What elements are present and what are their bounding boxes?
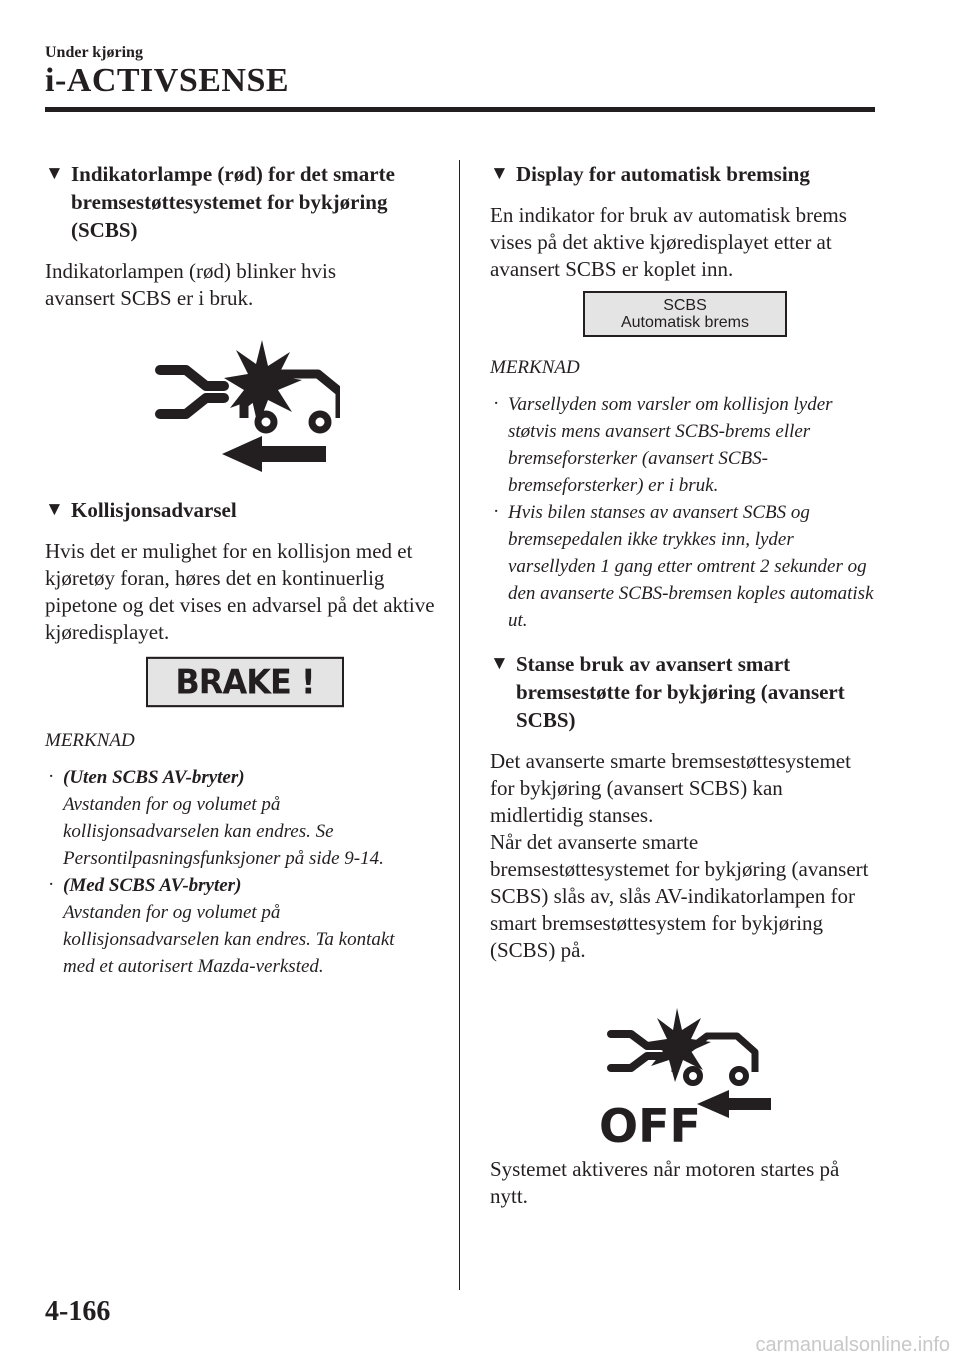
header-rule	[45, 107, 875, 112]
watermark: carmanualsonline.info	[755, 1334, 950, 1356]
heading-text: Indikatorlampe (rød) for det smarte bremsestøttesystemet for bykjøring (SCBS)	[71, 162, 395, 242]
bullet-dot-icon: ·	[493, 501, 500, 522]
body-collision-warning: Hvis det er mulighet for en kollisjon med et kjøretøy foran, høres det en kontinuerlig pipetone og det vises en advarsel på det aktive kjøredisplayet.	[45, 539, 435, 644]
note-item-text: Hvis bilen stanses av avansert SCBS og bremsepedalen ikke trykkes inn, lyder varsellyden 1 gang etter omtrent 2 sekunder og den avanserte SCBS-bremsen koples automatisk ut.	[508, 502, 874, 631]
note-item-text: Avstanden for og volumet på kollisjonsadvarselen kan endres. Ta kontakt med et autorisert Mazda-verksted.	[63, 902, 395, 977]
off-label: OFF	[599, 1099, 701, 1146]
triangle-bullet-icon: ▼	[490, 163, 509, 184]
body-scbs-indicator: Indikatorlampen (rød) blinker hvis avansert SCBS er i bruk.	[45, 259, 337, 310]
body-stop-scbs-1: Det avanserte smarte bremsestøttesystemet for bykjøring (avansert SCBS) kan midlertidig stanses.	[490, 749, 851, 827]
note-item	[490, 499, 878, 634]
scbs-off-icon	[490, 1006, 880, 1146]
scbs-off-collision-icon	[595, 1006, 775, 1146]
scbs-display-box	[583, 291, 787, 337]
scbs-auto-brake-display	[490, 291, 880, 337]
note-list	[490, 391, 880, 634]
body-stop-scbs-2: Når det avanserte smarte bremsestøttesystemet for bykjøring (avansert SCBS) slås av, slås AV-indikatorlampen for smart bremsestøttesystem for bykjøring (SCBS) på.	[490, 830, 869, 962]
right-column	[490, 160, 880, 1210]
heading-collision-warning	[45, 496, 445, 524]
page-title: i-ACTIVSENSE	[45, 62, 290, 99]
scbs-warning-icon	[45, 334, 445, 474]
body-auto-brake-display: En indikator for bruk av automatisk brems vises på det aktive kjøredisplayet etter at avansert SCBS er koplet inn.	[490, 203, 847, 281]
note-list	[45, 764, 445, 980]
note-title: MERKNAD	[490, 357, 580, 378]
note-item-text: Varsellyden som varsler om kollisjon lyder støtvis mens avansert SCBS-brems eller bremseforsterker (avansert SCBS-bremseforsterker) er i bruk.	[508, 394, 833, 496]
triangle-bullet-icon: ▼	[45, 499, 64, 520]
left-column	[45, 160, 445, 980]
scbs-display-line2: Automatisk brems	[620, 314, 750, 331]
brake-display	[45, 658, 445, 706]
note-item-text: Avstanden for og volumet på kollisjonsadvarselen kan endres. Se Persontilpasningsfunksjoner på side 9-14.	[63, 794, 384, 869]
note-item	[490, 391, 878, 499]
heading-text: Stanse bruk av avansert smart bremsestøtte for bykjøring (avansert SCBS)	[516, 652, 845, 732]
note-item-title: (Med SCBS AV-bryter)	[63, 875, 242, 896]
bullet-dot-icon: ·	[493, 393, 500, 414]
bullet-dot-icon: ·	[48, 874, 55, 895]
note-item-title: (Uten SCBS AV-bryter)	[63, 767, 245, 788]
scbs-collision-icon	[150, 334, 340, 474]
heading-text: Display for automatisk bremsing	[516, 162, 810, 186]
brake-display-box	[146, 657, 344, 707]
note-item	[45, 764, 433, 872]
brake-display-text: BRAKE !	[175, 662, 315, 702]
heading-text: Kollisjonsadvarsel	[71, 498, 237, 522]
section-label: Under kjøring	[45, 44, 143, 61]
triangle-bullet-icon: ▼	[45, 163, 64, 184]
column-divider	[459, 160, 460, 1290]
body-stop-scbs-3: Systemet aktiveres når motoren startes på nytt.	[490, 1157, 840, 1208]
bullet-dot-icon: ·	[48, 766, 55, 787]
heading-scbs-indicator	[45, 160, 445, 244]
note-item	[45, 872, 413, 980]
page-number: 4-166	[45, 1296, 111, 1327]
triangle-bullet-icon: ▼	[490, 653, 509, 674]
heading-stop-scbs	[490, 650, 880, 734]
scbs-display-line1: SCBS	[663, 297, 707, 314]
heading-auto-brake-display	[490, 160, 880, 188]
note-title: MERKNAD	[45, 730, 135, 751]
